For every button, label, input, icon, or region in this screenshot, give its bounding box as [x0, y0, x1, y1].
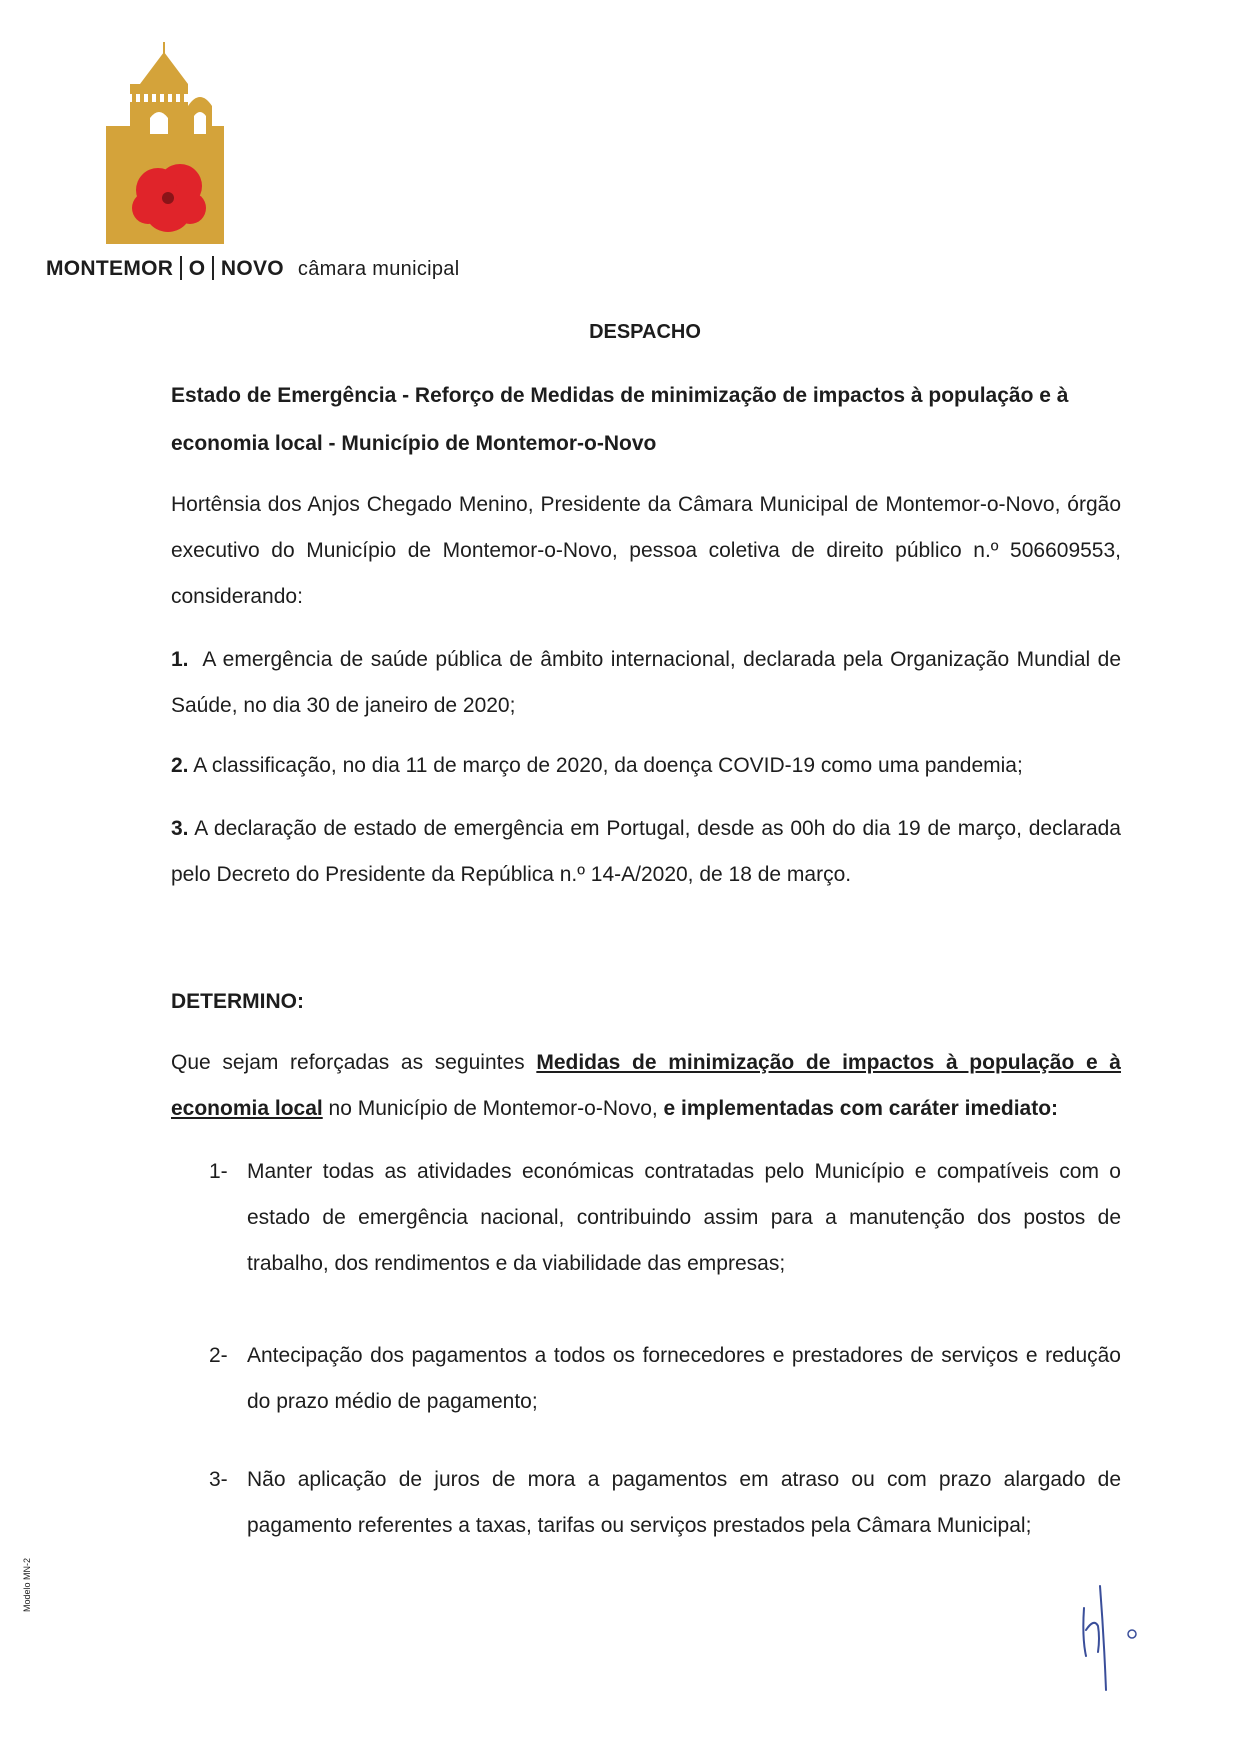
municipality-logo	[106, 42, 224, 244]
poppy-flower-icon	[132, 164, 206, 232]
document-title: DESPACHO	[589, 321, 701, 343]
measures-title-underlined: Medidas de minimização de impactos à população e à economia local	[171, 1051, 1121, 1120]
municipality-wordmark: MONTEMOR O NOVO câmara municipal	[46, 257, 460, 280]
consideration-3: 3. A declaração de estado de emergência em Portugal, desde as 00h do dia 19 de março, declarada pelo Decreto do Presidente da República n.º 14-A/2020, de 18 de março.	[171, 817, 1121, 886]
consideration-1: 1. A emergência de saúde pública de âmbito internacional, declarada pela Organização Mundial de Saúde, no dia 30 de janeiro de 2020;	[171, 648, 1122, 717]
determino-heading: DETERMINO:	[171, 990, 304, 1013]
intro-paragraph: Hortênsia dos Anjos Chegado Menino, Presidente da Câmara Municipal de Montemor-o-Novo, órgão executivo do Município de Montemor-o-Novo, pessoa coletiva de direito público n.º 506609553, considerando:	[171, 493, 1121, 608]
consideration-2: 2. A classificação, no dia 11 de março de 2020, da doença COVID-19 como uma pandemia;	[171, 754, 1023, 777]
measure-1: 1- Manter todas as atividades económicas contratadas pelo Município e compatíveis com o estado de emergência nacional, contribuindo assim para a manutenção dos postos de trabalho, dos rendimentos e da viabilidade das empresas;	[209, 1160, 1121, 1275]
document-subject: Estado de Emergência - Reforço de Medidas de minimização de impactos à população e à economia local - Município de Montemor-o-Novo	[171, 384, 1069, 455]
determino-paragraph: Que sejam reforçadas as seguintes Medidas de minimização de impactos à população e à economia local no Município de Montemor-o-Novo, e implementadas com caráter imediato:	[171, 1051, 1121, 1120]
model-code: Modelo MN-2	[22, 1557, 32, 1612]
measure-2: 2- Antecipação dos pagamentos a todos os fornecedores e prestadores de serviços e redução do prazo médio de pagamento;	[209, 1344, 1121, 1413]
handwritten-signature	[1070, 1578, 1150, 1698]
measure-3: 3- Não aplicação de juros de mora a pagamentos em atraso ou com prazo alargado de pagamento referentes a taxas, tarifas ou serviços prestados pela Câmara Municipal;	[209, 1468, 1121, 1537]
